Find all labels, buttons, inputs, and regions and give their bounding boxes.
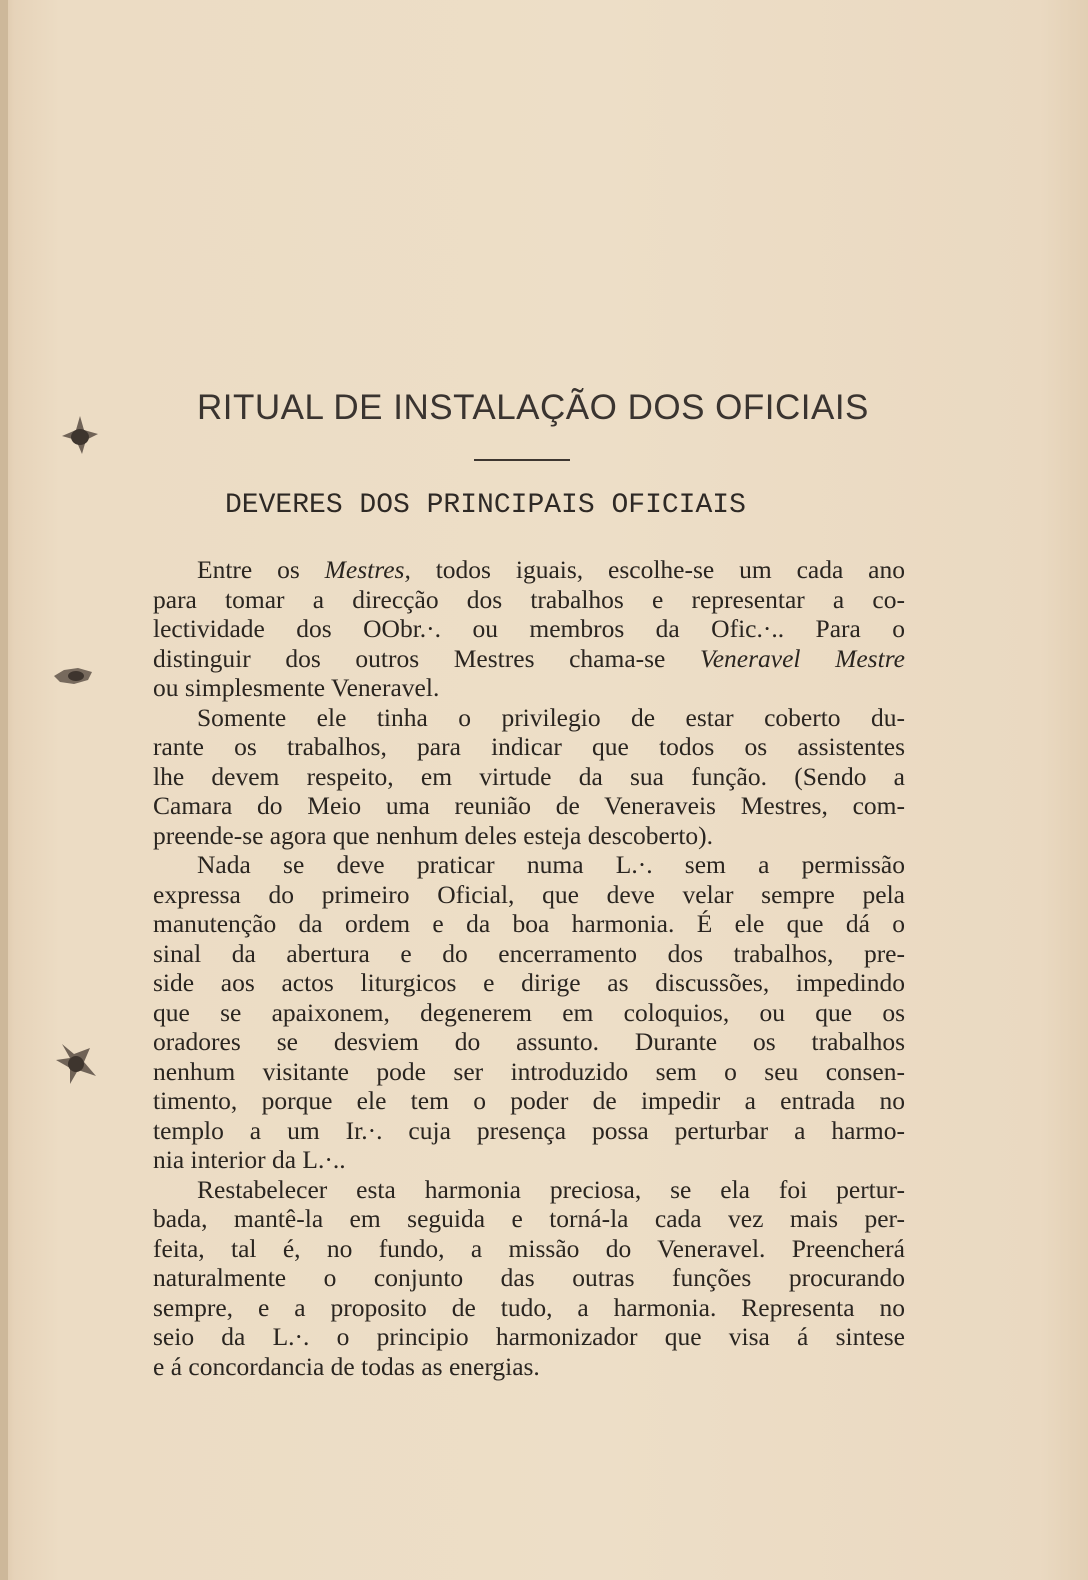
- text-line: [153, 1263, 905, 1293]
- line-text: bada, mantê-la em seguida e torná-la cada vez mais per-: [153, 1204, 905, 1233]
- line-text: e á concordancia de todas as energias.: [153, 1351, 540, 1381]
- line-text: Nada se deve praticar numa L.·. sem a permissão: [197, 850, 905, 879]
- line-text: distinguir dos outros Mestres chama-se: [153, 643, 700, 673]
- page-binding-edge: [0, 0, 8, 1580]
- text-line: [153, 850, 905, 880]
- line-text: lectividade dos OObr.·. ou membros da Ofic.·.. Para o: [153, 614, 905, 643]
- line-text: para tomar a direcção dos trabalhos e representar a co-: [153, 584, 905, 614]
- line-text: nenhum visitante pode ser introduzido sem o seu consen-: [153, 1056, 905, 1086]
- line-text: naturalmente o conjunto das outras funções procurando: [153, 1263, 905, 1292]
- paragraph: [153, 703, 905, 851]
- text-line: [153, 673, 905, 703]
- italic-term: Veneravel Mestre: [699, 643, 905, 673]
- text-line: [153, 1204, 905, 1234]
- text-line: [153, 1234, 905, 1264]
- text-line: [153, 644, 905, 674]
- text-line: [153, 614, 905, 644]
- text-line: [153, 555, 905, 585]
- line-text: timento, porque ele tem o poder de impedir a entrada no: [153, 1086, 905, 1115]
- punch-hole-mark: [50, 662, 98, 690]
- text-line: [153, 1293, 905, 1323]
- text-line: [153, 1116, 905, 1146]
- text-line: [153, 1027, 905, 1057]
- punch-hole-mark: [54, 410, 106, 462]
- line-text: Restabelecer esta harmonia preciosa, se ela foi pertur-: [197, 1174, 905, 1204]
- line-text: Entre os: [197, 555, 325, 584]
- paragraph: [153, 850, 905, 1175]
- text-line: [153, 1175, 905, 1205]
- line-text: Camara do Meio uma reunião de Veneraveis Mestres, com-: [153, 791, 905, 820]
- section-heading: DEVERES DOS PRINCIPAIS OFICIAIS: [225, 490, 746, 521]
- line-text: templo a um Ir.·. cuja presença possa perturbar a harmo-: [153, 1115, 905, 1145]
- line-text: Somente ele tinha o privilegio de estar coberto du-: [197, 702, 905, 732]
- line-text: sempre, e a proposito de tudo, a harmonia. Representa no: [153, 1292, 905, 1322]
- line-text: oradores se desviem do assunto. Durante os trabalhos: [153, 1027, 905, 1056]
- italic-term: Mestres,: [324, 555, 411, 584]
- line-text: lhe devem respeito, em virtude da sua função. (Sendo a: [153, 761, 905, 791]
- title-divider: [474, 459, 570, 461]
- text-line: [153, 1057, 905, 1087]
- page-title: RITUAL DE INSTALAÇÃO DOS OFICIAIS: [197, 388, 869, 427]
- line-text: preende-se agora que nenhum deles esteja descoberto).: [153, 820, 714, 850]
- text-line: [153, 732, 905, 762]
- line-text: manutenção da ordem e da boa harmonia. É ele que dá o: [153, 909, 905, 938]
- line-text: nia interior da L.·..: [153, 1145, 346, 1174]
- punch-hole-mark: [50, 1038, 102, 1090]
- text-line: [153, 821, 905, 851]
- line-text: sinal da abertura e do encerramento dos trabalhos, pre-: [153, 938, 905, 968]
- text-line: [153, 1352, 905, 1382]
- paragraph: [153, 1175, 905, 1382]
- text-line: [153, 1086, 905, 1116]
- text-line: [153, 1322, 905, 1352]
- text-line: [153, 880, 905, 910]
- line-text: side aos actos liturgicos e dirige as discussões, impedindo: [153, 968, 905, 997]
- line-text: que se apaixonem, degenerem em coloquios, ou que os: [153, 997, 905, 1027]
- text-line: [153, 939, 905, 969]
- text-line: [153, 998, 905, 1028]
- paragraph: [153, 555, 905, 703]
- text-line: [153, 968, 905, 998]
- text-line: [153, 703, 905, 733]
- line-text: expressa do primeiro Oficial, que deve velar sempre pela: [153, 879, 905, 909]
- line-text: rante os trabalhos, para indicar que todos os assistentes: [153, 732, 905, 761]
- text-line: [153, 1145, 905, 1175]
- body-text: [153, 555, 905, 1381]
- text-line: [153, 585, 905, 615]
- line-text-continued: todos iguais, escolhe-se um cada ano: [410, 555, 905, 584]
- text-line: [153, 791, 905, 821]
- text-line: [153, 762, 905, 792]
- line-text: ou simplesmente Veneravel.: [153, 673, 440, 702]
- text-line: [153, 909, 905, 939]
- line-text: feita, tal é, no fundo, a missão do Veneravel. Preencherá: [153, 1233, 905, 1263]
- line-text: seio da L.·. o principio harmonizador que visa á sintese: [153, 1322, 905, 1351]
